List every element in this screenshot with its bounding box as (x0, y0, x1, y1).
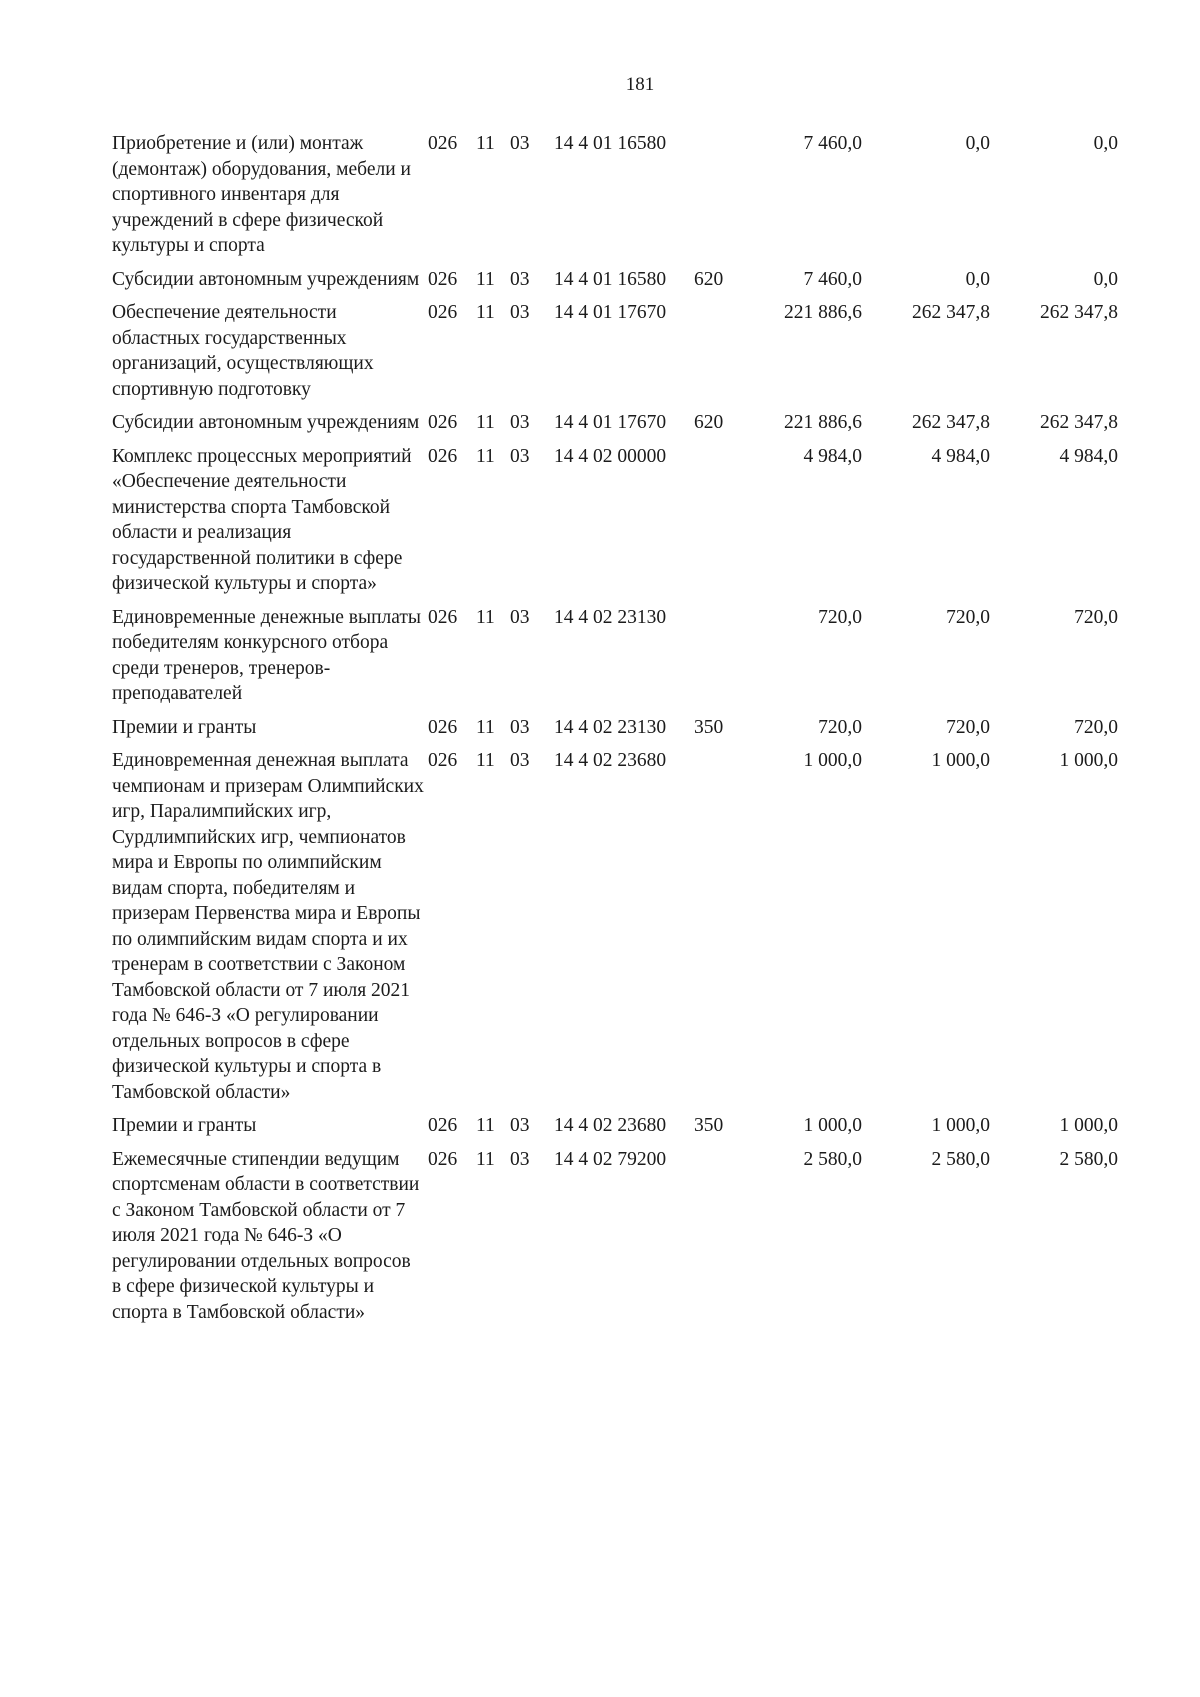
table-row (112, 605, 1182, 707)
row-name: Обеспечение деятельности областных государственных организаций, осуществляющих спортивную подготовку (112, 302, 374, 400)
amount-year-2: 262 347,8 (912, 302, 990, 323)
section-code: 11 (476, 716, 495, 738)
amount-year-1: 7 460,0 (803, 268, 862, 290)
amount-year-3: 720,0 (1074, 606, 1118, 628)
admin-code: 026 (428, 606, 458, 628)
target-article-code: 14 4 02 79200 (554, 1148, 667, 1170)
section-code: 11 (476, 302, 495, 323)
amount-year-2: 4 984,0 (931, 445, 990, 467)
amount-year-2: 1 000,0 (931, 1115, 990, 1136)
amount-year-3: 4 984,0 (1059, 445, 1118, 467)
amount-year-3: 0,0 (1093, 268, 1118, 290)
budget-table (112, 131, 1182, 1333)
amount-year-1: 2 580,0 (803, 1148, 862, 1170)
amount-year-1: 720,0 (818, 606, 862, 628)
section-code: 11 (476, 412, 495, 433)
admin-code: 026 (428, 1148, 458, 1170)
amount-year-1: 221 886,6 (784, 412, 862, 433)
row-name: Единовременные денежные выплаты победителям конкурсного отбора среди тренеров, тренеров-преподавателей (112, 606, 422, 704)
amount-year-2: 0,0 (965, 133, 990, 154)
amount-year-3: 1 000,0 (1059, 1115, 1118, 1136)
section-code: 11 (476, 750, 495, 771)
target-article-code: 14 4 01 17670 (554, 412, 667, 433)
amount-year-2: 720,0 (946, 716, 990, 738)
amount-year-1: 720,0 (818, 716, 862, 738)
section-code: 11 (476, 1148, 495, 1170)
row-name: Ежемесячные стипендии ведущим спортсменам области в соответствии с Законом Тамбовской области от 7 июля 2021 года № 646-З «О регулировании отдельных вопросов в сфере физической культуры и спорта в Тамбовской области» (112, 1148, 420, 1323)
admin-code: 026 (428, 716, 458, 738)
subsection-code: 03 (510, 1148, 530, 1170)
amount-year-2: 262 347,8 (912, 412, 990, 433)
row-name: Приобретение и (или) монтаж (демонтаж) оборудования, мебели и спортивного инвентаря для учреждений в сфере физической культуры и спорта (112, 133, 411, 256)
section-code: 11 (476, 445, 495, 467)
target-article-code: 14 4 01 17670 (554, 302, 667, 323)
table-row (112, 1113, 1182, 1139)
table-row (112, 748, 1182, 1105)
amount-year-3: 262 347,8 (1040, 302, 1118, 323)
row-name: Единовременная денежная выплата чемпионам и призерам Олимпийских игр, Паралимпийских игр, Сурдлимпийских игр, чемпионатов мира и Европы по олимпийским видам спорта, победителям и призерам Первенства мира и Европы по олимпийским видам спорта и их тренерам в соответствии с Законом Тамбовской области от 7 июля 2021 года № 646-З «О регулировании отдельных вопросов в сфере физической культуры и спорта в Тамбовской области» (112, 750, 424, 1103)
amount-year-3: 0,0 (1093, 133, 1118, 154)
amount-year-1: 1 000,0 (803, 750, 862, 771)
expense-type-code: 620 (694, 268, 724, 290)
target-article-code: 14 4 02 23680 (554, 1115, 667, 1136)
admin-code: 026 (428, 445, 458, 467)
section-code: 11 (476, 606, 495, 628)
row-name: Премии и гранты (112, 1115, 257, 1136)
table-row (112, 267, 1182, 293)
subsection-code: 03 (510, 716, 530, 738)
target-article-code: 14 4 01 16580 (554, 133, 667, 154)
row-name: Субсидии автономным учреждениям (112, 412, 420, 433)
admin-code: 026 (428, 133, 458, 154)
subsection-code: 03 (510, 412, 530, 433)
admin-code: 026 (428, 1115, 458, 1136)
amount-year-3: 2 580,0 (1059, 1148, 1118, 1170)
subsection-code: 03 (510, 268, 530, 290)
table-row (112, 444, 1182, 597)
target-article-code: 14 4 01 16580 (554, 268, 667, 290)
target-article-code: 14 4 02 00000 (554, 445, 667, 467)
subsection-code: 03 (510, 302, 530, 323)
admin-code: 026 (428, 750, 458, 771)
amount-year-2: 1 000,0 (931, 750, 990, 771)
amount-year-1: 4 984,0 (803, 445, 862, 467)
subsection-code: 03 (510, 750, 530, 771)
expense-type-code: 350 (694, 716, 724, 738)
subsection-code: 03 (510, 606, 530, 628)
expense-type-code: 620 (694, 412, 724, 433)
table-row (112, 1147, 1182, 1326)
amount-year-3: 262 347,8 (1040, 412, 1118, 433)
section-code: 11 (476, 1115, 495, 1136)
section-code: 11 (476, 133, 495, 154)
page-number: 181 (625, 74, 655, 95)
amount-year-2: 720,0 (946, 606, 990, 628)
target-article-code: 14 4 02 23130 (554, 716, 667, 738)
amount-year-2: 2 580,0 (931, 1148, 990, 1170)
row-name: Премии и гранты (112, 716, 257, 738)
target-article-code: 14 4 02 23680 (554, 750, 667, 771)
amount-year-3: 1 000,0 (1059, 750, 1118, 771)
amount-year-1: 1 000,0 (803, 1115, 862, 1136)
expense-type-code: 350 (694, 1115, 724, 1136)
row-name: Субсидии автономным учреждениям (112, 268, 420, 290)
amount-year-2: 0,0 (965, 268, 990, 290)
table-row (112, 715, 1182, 741)
target-article-code: 14 4 02 23130 (554, 606, 667, 628)
row-name: Комплекс процессных мероприятий «Обеспечение деятельности министерства спорта Тамбовской области и реализация государственной политики в сфере физической культуры и спорта» (112, 445, 412, 594)
admin-code: 026 (428, 412, 458, 433)
subsection-code: 03 (510, 1115, 530, 1136)
subsection-code: 03 (510, 133, 530, 154)
admin-code: 026 (428, 268, 458, 290)
table-row (112, 300, 1182, 402)
table-body (112, 131, 1182, 1325)
amount-year-1: 221 886,6 (784, 302, 862, 323)
table-row (112, 131, 1182, 259)
amount-year-3: 720,0 (1074, 716, 1118, 738)
table-row (112, 410, 1182, 436)
section-code: 11 (476, 268, 495, 290)
admin-code: 026 (428, 302, 458, 323)
amount-year-1: 7 460,0 (803, 133, 862, 154)
subsection-code: 03 (510, 445, 530, 467)
